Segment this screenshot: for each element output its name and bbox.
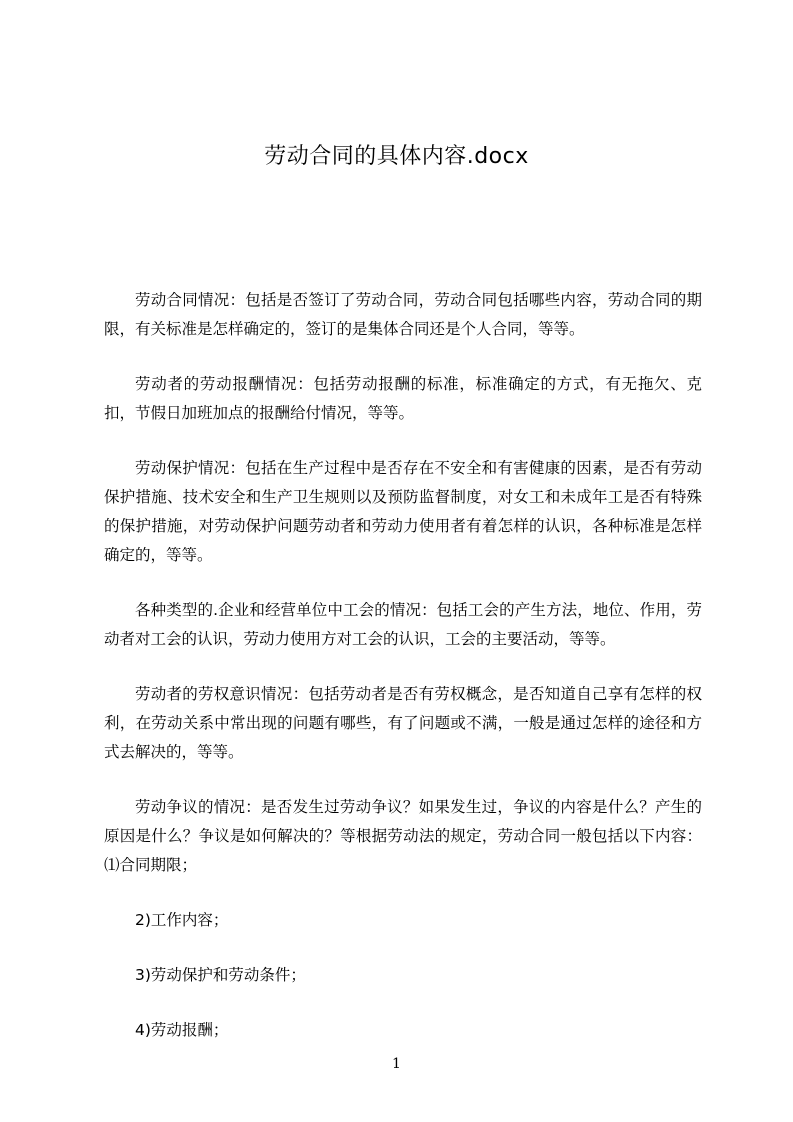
paragraph-rights-awareness: 劳动者的劳权意识情况：包括劳动者是否有劳权概念，是否知道自己享有怎样的权利，在劳动关系中常出现的问题有哪些，有了问题或不满，一般是通过怎样的途径和方式去解决的，等等。 [104, 685, 702, 761]
list-item-remuneration: 4)劳动报酬； [135, 1021, 229, 1039]
paragraph-remuneration: 劳动者的劳动报酬情况：包括劳动报酬的标准，标准确定的方式，有无拖欠、克扣，节假日加班加点的报酬给付情况，等等。 [104, 375, 702, 422]
document-body [104, 286, 702, 1071]
paragraph-labor-dispute: 劳动争议的情况：是否发生过劳动争议？如果发生过，争议的内容是什么？产生的原因是什么？争议是如何解决的？等根据劳动法的规定，劳动合同一般包括以下内容：⑴合同期限； [104, 798, 702, 874]
page-title: 劳动合同的具体内容.docx [264, 144, 529, 169]
paragraph-labor-protection: 劳动保护情况：包括在生产过程中是否存在不安全和有害健康的因素，是否有劳动保护措施、技术安全和生产卫生规则以及预防监督制度，对女工和未成年工是否有特殊的保护措施，对劳动保护问题劳动者和劳动力使用者有着怎样的认识，各种标准是怎样确定的，等等。 [104, 459, 702, 564]
list-item-work-content: 2)工作内容； [135, 911, 229, 929]
page-number: 1 [392, 1056, 401, 1072]
list-item-labor-conditions: 3)劳动保护和劳动条件； [135, 966, 306, 984]
paragraph-trade-union: 各种类型的.企业和经营单位中工会的情况：包括工会的产生方法，地位、作用，劳动者对工会的认识，劳动力使用方对工会的认识，工会的主要活动，等等。 [104, 601, 702, 648]
paragraph-contract: 劳动合同情况：包括是否签订了劳动合同，劳动合同包括哪些内容，劳动合同的期限，有关标准是怎样确定的，签订的是集体合同还是个人合同，等等。 [104, 291, 702, 338]
